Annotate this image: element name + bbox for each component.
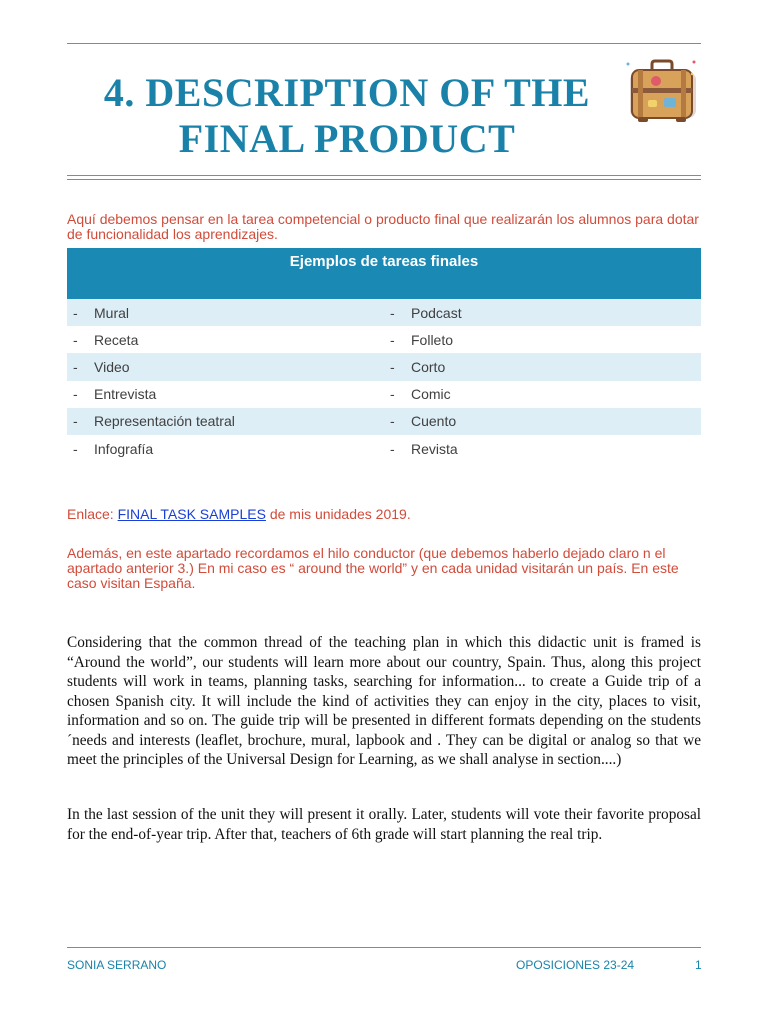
table-cell: [384, 441, 701, 457]
task-label: Video: [94, 358, 130, 375]
suitcase-icon: [626, 58, 698, 124]
table-cell: [67, 332, 384, 348]
table-row: [67, 353, 701, 380]
table-cell: [67, 359, 384, 375]
body-paragraph-2: In the last session of the unit they will present it orally. Later, students will vote their favorite proposal for the end-of-year trip. After that, teachers of 6th grade will start planning the real trip.: [67, 806, 701, 843]
bullet-dash: -: [390, 413, 395, 430]
body-paragraph-1: Considering that the common thread of the teaching plan in which this didactic unit is framed is “Around the world”, our students will learn more about our country, Spain. Thus, along this project students will work in teams, planning tasks, searching for information... to create a Guide trip of a chosen Spanish city. It will include the kind of activities they can enjoy in the city, places to visit, information and so on. The guide trip will be presented in different formats depending on the students´needs and interests (leaflet, brochure, mural, lapbook and . They can be digital or analog so that we meet the principles of the Universal Design for Learning, as we shall analyse in section....): [67, 634, 701, 768]
bullet-dash: -: [73, 440, 78, 457]
final-tasks-table: [67, 248, 701, 462]
final-task-samples-link[interactable]: FINAL TASK SAMPLES: [117, 506, 266, 522]
table-cell: [67, 413, 384, 429]
table-cell: [384, 413, 701, 429]
table-cell: [384, 359, 701, 375]
task-label: Cuento: [411, 413, 457, 430]
table-row: [67, 408, 701, 435]
table-cell: [67, 386, 384, 402]
bullet-dash: -: [390, 304, 395, 321]
bullet-dash: -: [73, 413, 78, 430]
link-line: [67, 507, 701, 522]
task-label: Corto: [411, 358, 446, 375]
footer-author: SONIA SERRANO: [67, 958, 167, 972]
task-label: Representación teatral: [94, 413, 235, 430]
title-rule-1: [67, 175, 701, 176]
bullet-dash: -: [390, 358, 395, 375]
page-number: 1: [695, 958, 702, 972]
table-cell: [384, 332, 701, 348]
intro-note: Aquí debemos pensar en la tarea competencial o producto final que realizarán los alumnos para dotar de funcionalidad los aprendizajes.: [67, 211, 699, 242]
link-suffix: de mis unidades 2019.: [265, 506, 411, 522]
bullet-dash: -: [390, 331, 395, 348]
table-header: Ejemplos de tareas finales: [67, 248, 701, 299]
task-label: Folleto: [411, 331, 454, 348]
top-rule: [67, 43, 701, 44]
thread-note: Además, en este apartado recordamos el hilo conductor (que debemos haberlo dejado claro n el apartado anterior 3.) En mi caso es “ around the world” y en cada unidad visitarán un país. En este caso visitan España.: [67, 545, 679, 591]
page-title-line-2: FINAL PRODUCT: [178, 116, 516, 161]
footer-center: OPOSICIONES 23-24: [516, 958, 635, 972]
bullet-dash: -: [73, 331, 78, 348]
page-title-line-1: 4. DESCRIPTION OF THE: [103, 70, 591, 115]
bullet-dash: -: [73, 358, 78, 375]
table-row: [67, 326, 701, 353]
bullet-dash: -: [73, 386, 78, 403]
table-cell: [384, 386, 701, 402]
task-label: Receta: [94, 331, 139, 348]
footer-rule: [67, 947, 701, 948]
table-row: [67, 435, 701, 462]
table-row: [67, 299, 701, 326]
task-label: Comic: [411, 386, 451, 403]
task-label: Revista: [411, 440, 458, 457]
title-rule-2: [67, 179, 701, 180]
task-label: Infografía: [94, 440, 154, 457]
task-label: Podcast: [411, 304, 462, 321]
table-cell: [67, 441, 384, 457]
table-cell: [384, 305, 701, 321]
bullet-dash: -: [390, 440, 395, 457]
task-label: Entrevista: [94, 386, 157, 403]
bullet-dash: -: [73, 304, 78, 321]
table-row: [67, 381, 701, 408]
bullet-dash: -: [390, 386, 395, 403]
link-prefix: Enlace:: [67, 506, 118, 522]
task-label: Mural: [94, 304, 130, 321]
table-cell: [67, 305, 384, 321]
page-title: [67, 70, 627, 162]
